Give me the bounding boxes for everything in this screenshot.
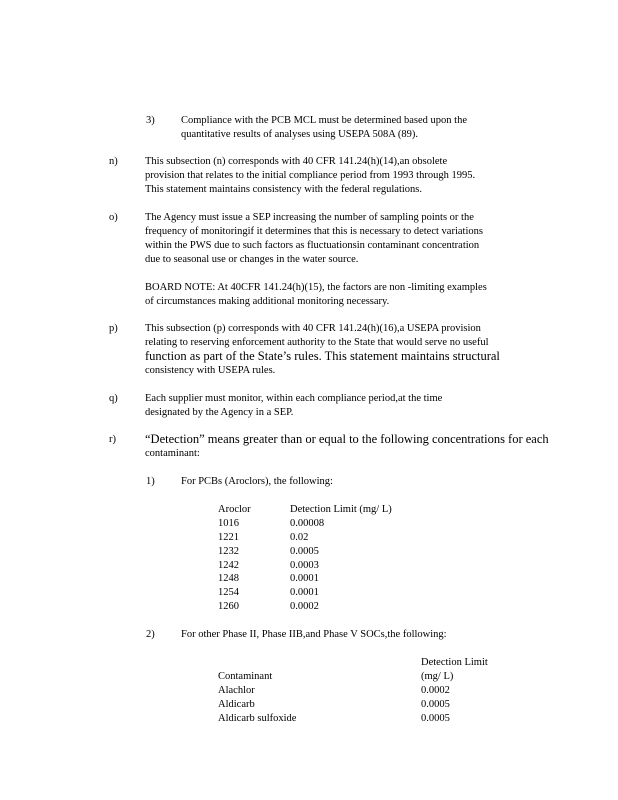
item-p-line-2: relating to reserving enforcement authority to the State that would serve no useful bbox=[145, 337, 489, 348]
item-o-label: o) bbox=[109, 212, 118, 223]
item-n-line-1: This subsection (n) corresponds with 40 CFR 141.24(h)(14),an obsolete bbox=[145, 156, 448, 167]
item-q-label: q) bbox=[109, 393, 118, 404]
item-r-line-1: “Detection” means greater than or equal to the following concentrations for each bbox=[145, 432, 549, 446]
contaminant-name: Alachlor bbox=[218, 685, 255, 696]
aroclor-limit: 0.00008 bbox=[290, 518, 325, 529]
contaminant-name: Aldicarb sulfoxide bbox=[218, 713, 297, 724]
item-r-line-2: contaminant: bbox=[145, 448, 200, 459]
aroclor-name: 1254 bbox=[218, 587, 239, 598]
aroclor-limit: 0.0005 bbox=[290, 546, 319, 557]
aroclor-limit: 0.0001 bbox=[290, 587, 319, 598]
aroclor-name: 1242 bbox=[218, 560, 239, 571]
item-o-line-4: due to seasonal use or changes in the water source. bbox=[145, 254, 359, 265]
item-n-line-2: provision that relates to the initial compliance period from 1993 through 1995. bbox=[145, 170, 476, 181]
contaminant-limit: 0.0005 bbox=[421, 699, 450, 710]
sub-1-text: For PCBs (Aroclors), the following: bbox=[181, 476, 333, 487]
item-r-label: r) bbox=[109, 434, 116, 445]
sub-2-label: 2) bbox=[146, 629, 155, 640]
item-o-line-2: frequency of monitoringif it determines that this is necessary to detect variations bbox=[145, 226, 483, 237]
aroclor-name: 1248 bbox=[218, 573, 239, 584]
aroclor-name: 1260 bbox=[218, 601, 239, 612]
soc-detection-header: Detection Limit bbox=[421, 657, 488, 668]
item-p-line-4: consistency with USEPA rules. bbox=[145, 365, 276, 376]
contaminant-limit: 0.0005 bbox=[421, 713, 450, 724]
item-p-line-3: function as part of the State’s rules. This statement maintains structural bbox=[145, 349, 500, 363]
aroclor-limit: 0.02 bbox=[290, 532, 309, 543]
contaminant-name: Aldicarb bbox=[218, 699, 255, 710]
item-3-line-1: Compliance with the PCB MCL must be determined based upon the bbox=[181, 115, 467, 126]
item-p-line-1: This subsection (p) corresponds with 40 CFR 141.24(h)(16),a USEPA provision bbox=[145, 323, 481, 334]
contaminant-header: Contaminant bbox=[218, 671, 273, 682]
board-note-line-1: BOARD NOTE: At 40CFR 141.24(h)(15), the factors are non -limiting examples bbox=[145, 282, 487, 293]
item-o-line-3: within the PWS due to such factors as fluctuationsin contaminant concentration bbox=[145, 240, 480, 251]
aroclor-detection-header: Detection Limit (mg/ L) bbox=[290, 504, 392, 515]
sub-1-label: 1) bbox=[146, 476, 155, 487]
aroclor-limit: 0.0002 bbox=[290, 601, 319, 612]
item-q-line-1: Each supplier must monitor, within each compliance period,at the time bbox=[145, 393, 443, 404]
board-note-line-2: of circumstances making additional monitoring necessary. bbox=[145, 296, 390, 307]
soc-units-header: (mg/ L) bbox=[421, 671, 454, 682]
item-q-line-2: designated by the Agency in a SEP. bbox=[145, 407, 294, 418]
item-n-line-3: This statement maintains consistency with the federal regulations. bbox=[145, 184, 423, 195]
item-o-line-1: The Agency must issue a SEP increasing the number of sampling points or the bbox=[145, 212, 474, 223]
sub-2-text: For other Phase II, Phase IIB,and Phase V SOCs,the following: bbox=[181, 629, 447, 640]
contaminant-limit: 0.0002 bbox=[421, 685, 450, 696]
aroclor-name: 1221 bbox=[218, 532, 239, 543]
aroclor-name: 1016 bbox=[218, 518, 239, 529]
aroclor-name: 1232 bbox=[218, 546, 239, 557]
item-n-label: n) bbox=[109, 156, 118, 167]
aroclor-header: Aroclor bbox=[218, 504, 251, 515]
item-3-line-2: quantitative results of analyses using USEPA 508A (89). bbox=[181, 129, 419, 140]
aroclor-limit: 0.0001 bbox=[290, 573, 319, 584]
aroclor-limit: 0.0003 bbox=[290, 560, 319, 571]
item-p-label: p) bbox=[109, 323, 118, 334]
item-3-label: 3) bbox=[146, 115, 155, 126]
